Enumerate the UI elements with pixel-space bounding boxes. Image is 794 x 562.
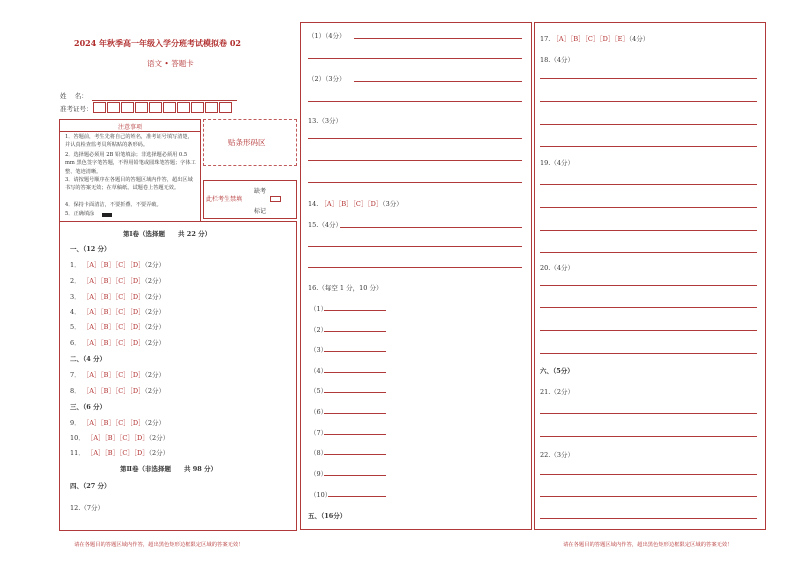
- question-6[interactable]: [70, 338, 165, 347]
- question-12-label: 12.（7分）: [70, 504, 104, 512]
- question-score: （4分）: [628, 35, 650, 43]
- question-18-label: 18.（4分）: [540, 56, 574, 64]
- answer-line[interactable]: [540, 252, 757, 253]
- question-13-label: 13.（3分）: [308, 117, 342, 125]
- blank-row[interactable]: [310, 304, 327, 313]
- section-3-heading: 三、（6 分）: [70, 403, 107, 411]
- question-22-label: 22.（3分）: [540, 451, 574, 459]
- option-bubbles[interactable]: ［A］［B］［C］［D］: [86, 434, 149, 442]
- absent-label-bottom: 标记: [254, 208, 267, 215]
- question-score: （2分）: [144, 323, 166, 331]
- option-bubbles[interactable]: ［A］［B］［C］［D］: [82, 387, 145, 395]
- question-2[interactable]: [70, 276, 165, 285]
- footer-note-right: 请在各题目的答题区域内作答，超出黑色矩形边框限定区域的答案无效！: [563, 542, 733, 548]
- question-number: 1．: [70, 261, 81, 269]
- absent-checkbox[interactable]: [270, 196, 281, 202]
- answer-line[interactable]: [540, 101, 757, 102]
- footer-note-left: 请在各题目的答题区域内作答，超出黑色矩形边框限定区域的答案无效！: [74, 542, 244, 548]
- question-score: （2分）: [144, 371, 166, 379]
- absent-label-top: 缺考: [254, 188, 267, 195]
- blank-row[interactable]: [310, 345, 327, 354]
- notice-item-2: 2．选择题必须用 2B 铅笔填涂；非选择题必须用 0.5 mm 黑色签字笔答题，不得用铅笔或圆珠笔答题；字体工整、笔迹清晰。: [65, 152, 196, 175]
- question-3[interactable]: [70, 292, 165, 301]
- option-bubbles[interactable]: ［A］［B］［C］［D］: [82, 308, 145, 316]
- question-number: 7．: [70, 371, 81, 379]
- question-number: 4．: [70, 308, 81, 316]
- blank-number: （8）: [310, 449, 328, 457]
- option-bubbles[interactable]: ［A］［B］［C］［D］: [82, 261, 145, 269]
- question-number: 9．: [70, 419, 81, 427]
- blank-row[interactable]: [310, 386, 327, 395]
- question-21-label: 21.（2分）: [540, 388, 574, 396]
- question-score: （2分）: [144, 261, 166, 269]
- answer-line[interactable]: [540, 518, 757, 519]
- answer-line[interactable]: [354, 81, 522, 82]
- option-bubbles[interactable]: ［A］［B］［C］［D］: [82, 339, 145, 347]
- answer-line[interactable]: [308, 101, 522, 102]
- answer-line[interactable]: [540, 496, 757, 497]
- question-16-label: 16.（每空 1 分，10 分）: [308, 284, 383, 292]
- question-4[interactable]: [70, 307, 165, 316]
- question-score: （2分）: [148, 449, 170, 457]
- question-number: 14.: [308, 200, 319, 208]
- question-11[interactable]: [70, 448, 169, 457]
- answer-line[interactable]: [540, 230, 757, 231]
- question-number: 6．: [70, 339, 81, 347]
- answer-line[interactable]: [340, 227, 522, 228]
- question-a2-label: （2）（3分）: [308, 75, 346, 83]
- blank-number: （4）: [310, 367, 328, 375]
- option-bubbles[interactable]: ［A］［B］［C］［D］: [82, 277, 145, 285]
- question-number: 11．: [70, 449, 85, 457]
- answer-line[interactable]: [540, 330, 757, 331]
- answer-line[interactable]: [324, 413, 386, 414]
- notice-title: 注意事项: [118, 124, 143, 131]
- option-bubbles[interactable]: ［A］［B］［C］［D］: [320, 200, 383, 208]
- answer-line[interactable]: [324, 351, 386, 352]
- option-bubbles[interactable]: ［A］［B］［C］［D］: [86, 449, 149, 457]
- id-label: 准考证号：: [60, 105, 93, 113]
- exam-title: 2024 年秋季高一年级入学分班考试模拟卷 02: [74, 38, 241, 48]
- notice-item-4: 4．保持卡面清洁，不要折叠、不要弄破。: [65, 202, 162, 208]
- answer-line[interactable]: [324, 310, 386, 311]
- question-5[interactable]: [70, 322, 165, 331]
- absent-box: [203, 180, 297, 219]
- question-a1-label: （1）（4分）: [308, 32, 346, 40]
- question-score: （2分）: [144, 419, 166, 427]
- blank-number: （5）: [310, 387, 328, 395]
- question-9[interactable]: [70, 418, 165, 427]
- question-score: （2分）: [144, 308, 166, 316]
- answer-line[interactable]: [540, 184, 757, 185]
- id-cells[interactable]: [93, 102, 243, 114]
- answer-line[interactable]: [540, 285, 757, 286]
- filled-mark-sample: [102, 213, 112, 217]
- question-20-label: 20.（4分）: [540, 264, 574, 272]
- exam-subtitle: 语文 • 答题卡: [147, 59, 194, 68]
- blank-number: （2）: [310, 326, 328, 334]
- name-field[interactable]: [92, 100, 237, 101]
- name-label: 姓 名：: [60, 92, 88, 100]
- question-15-label: 15.（4分）: [308, 221, 342, 229]
- part1-title: 第Ⅰ卷（选择题 共 22 分）: [123, 230, 212, 238]
- answer-line[interactable]: [308, 182, 522, 183]
- answer-line[interactable]: [354, 38, 522, 39]
- blank-row[interactable]: [310, 407, 327, 416]
- blank-row[interactable]: [310, 325, 327, 334]
- question-8[interactable]: [70, 386, 165, 395]
- notice-box: [59, 119, 201, 222]
- answer-line[interactable]: [540, 146, 757, 147]
- answer-line[interactable]: [540, 353, 757, 354]
- answer-line[interactable]: [540, 413, 757, 414]
- option-bubbles[interactable]: ［A］［B］［C］［D］: [82, 371, 145, 379]
- blank-number: （6）: [310, 408, 328, 416]
- answer-line[interactable]: [324, 331, 386, 332]
- answer-line[interactable]: [540, 78, 757, 79]
- blank-row[interactable]: [310, 366, 327, 375]
- notice-item-5: 5．正确填涂: [65, 211, 95, 217]
- notice-item-3: 3．请按题号顺序在各题目的答题区域内作答，超出区域书写的答案无效；在草稿纸、试题卷上答题无效。: [65, 177, 193, 192]
- blank-row[interactable]: [310, 469, 327, 478]
- question-number: 17.: [540, 35, 551, 43]
- answer-line[interactable]: [540, 474, 757, 475]
- answer-line[interactable]: [308, 138, 522, 139]
- question-score: （2分）: [144, 339, 166, 347]
- blank-row[interactable]: [310, 448, 327, 457]
- question-number: 3．: [70, 293, 81, 301]
- answer-line[interactable]: [324, 454, 386, 455]
- answer-line[interactable]: [540, 207, 757, 208]
- answer-line[interactable]: [324, 392, 386, 393]
- answer-line[interactable]: [308, 58, 522, 59]
- answer-line[interactable]: [308, 160, 522, 161]
- answer-line[interactable]: [540, 124, 757, 125]
- question-number: 8．: [70, 387, 81, 395]
- absent-note: 此栏考生禁填: [206, 196, 243, 203]
- question-1[interactable]: [70, 260, 165, 269]
- option-bubbles[interactable]: ［A］［B］［C］［D］［E］: [552, 35, 629, 43]
- section-2-heading: 二、（4 分）: [70, 355, 107, 363]
- question-number: 5．: [70, 323, 81, 331]
- question-14[interactable]: [308, 199, 403, 208]
- option-bubbles[interactable]: ［A］［B］［C］［D］: [82, 419, 145, 427]
- notice-item-1: 1．答题前，考生先将自己的姓名，准考证号填写清楚，并认真检查监考员所粘贴的条形码。: [65, 134, 193, 149]
- section-5-heading: 五、（16分）: [308, 512, 347, 520]
- section-1-heading: 一、（12 分）: [70, 245, 111, 253]
- answer-line[interactable]: [328, 496, 386, 497]
- question-score: （2分）: [144, 277, 166, 285]
- part2-title: 第Ⅱ卷（非选择题 共 98 分）: [120, 465, 218, 473]
- answer-line[interactable]: [540, 307, 757, 308]
- question-score: （2分）: [144, 387, 166, 395]
- blank-number: （10）: [310, 491, 332, 499]
- option-bubbles[interactable]: ［A］［B］［C］［D］: [82, 293, 145, 301]
- section-4-heading: 四、（27 分）: [70, 482, 111, 490]
- answer-line[interactable]: [540, 436, 757, 437]
- question-score: （3分）: [382, 200, 403, 208]
- answer-line[interactable]: [308, 267, 522, 268]
- answer-line[interactable]: [324, 475, 386, 476]
- blank-number: （1）: [310, 305, 328, 313]
- question-19-label: 19.（4分）: [540, 159, 574, 167]
- question-score: （2分）: [144, 293, 166, 301]
- answer-line[interactable]: [324, 434, 386, 435]
- question-number: 10．: [70, 434, 85, 442]
- blank-row[interactable]: [310, 490, 331, 499]
- question-score: （2分）: [148, 434, 170, 442]
- barcode-label: 贴条形码区: [228, 138, 266, 147]
- section-6-heading: 六、（5分）: [540, 367, 574, 375]
- question-7[interactable]: [70, 370, 165, 379]
- answer-line[interactable]: [308, 246, 522, 247]
- answer-line[interactable]: [324, 372, 386, 373]
- blank-number: （9）: [310, 470, 328, 478]
- blank-row[interactable]: [310, 428, 327, 437]
- blank-number: （7）: [310, 429, 328, 437]
- question-17[interactable]: [540, 34, 649, 43]
- question-10[interactable]: [70, 433, 169, 442]
- option-bubbles[interactable]: ［A］［B］［C］［D］: [82, 323, 145, 331]
- question-number: 2．: [70, 277, 81, 285]
- blank-number: （3）: [310, 346, 328, 354]
- barcode-area: [203, 119, 297, 166]
